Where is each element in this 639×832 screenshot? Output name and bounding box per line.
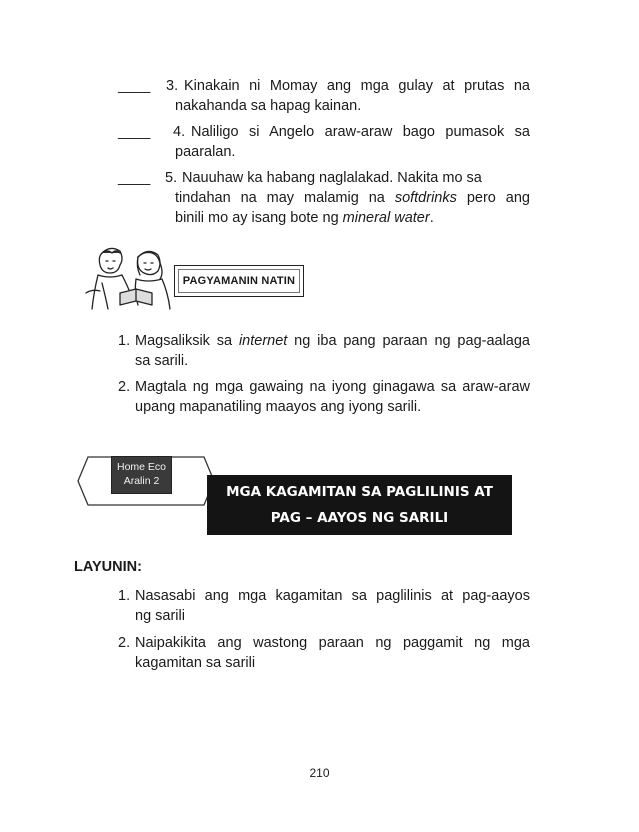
item-text-line2: ng sarili (135, 608, 185, 624)
item-text-line2: kagamitan sa sarili (135, 655, 256, 671)
answer-blank[interactable]: ____ (118, 78, 151, 94)
item-text-line2: tindahan na may malamig na softdrinks pero ang (175, 190, 530, 206)
lesson-title: MGA KAGAMITAN SA PAGLILINIS AT PAG – AAYOS NG SARILI (207, 475, 512, 535)
item-text-line1: Magsaliksik sa internet ng iba pang paraan ng pag-aalaga (135, 333, 530, 349)
page-number: 210 (309, 766, 330, 780)
item-number: 5. (165, 170, 178, 186)
item-number: 2. (118, 379, 131, 395)
answer-blank[interactable]: ____ (118, 170, 151, 186)
item-text-line1: Nauuhaw ka habang naglalakad. Nakita mo sa (182, 170, 482, 186)
item-text-line2: paaralan. (175, 144, 236, 160)
item-number: 2. (118, 635, 131, 651)
item-number: 1. (118, 588, 131, 604)
item-number: 1. (118, 333, 131, 349)
item-text-line1: Naliligo si Angelo araw-araw bago pumasok sa (191, 124, 530, 140)
item-text-line2: upang mapanatiling maayos ang iyong sarili. (135, 399, 422, 415)
item-text-line3: binili mo ay isang bote ng mineral water. (175, 210, 434, 226)
item-number: 3. (166, 78, 179, 94)
item-text-line1: Magtala ng mga gawaing na iyong ginagawa sa araw-araw (135, 379, 530, 395)
lesson-tag: Home Eco Aralin 2 (111, 456, 172, 494)
answer-blank[interactable]: ____ (118, 124, 151, 140)
layunin-heading: LAYUNIN: (74, 559, 142, 575)
item-text-line1: Nasasabi ang mga kagamitan sa paglilinis at pag-aayos (135, 588, 530, 604)
item-text-line1: Naipakikita ang wastong paraan ng paggamit ng mga (135, 635, 530, 651)
pagyamanin-natin-label: PAGYAMANIN NATIN (174, 265, 304, 297)
item-text-line1: Kinakain ni Momay ang mga gulay at prutas na (184, 78, 530, 94)
children-reading-illustration (82, 243, 174, 313)
item-text-line2: nakahanda sa hapag kainan. (175, 98, 362, 114)
item-text-line2: sa sarili. (135, 353, 189, 369)
item-number: 4. (173, 124, 186, 140)
